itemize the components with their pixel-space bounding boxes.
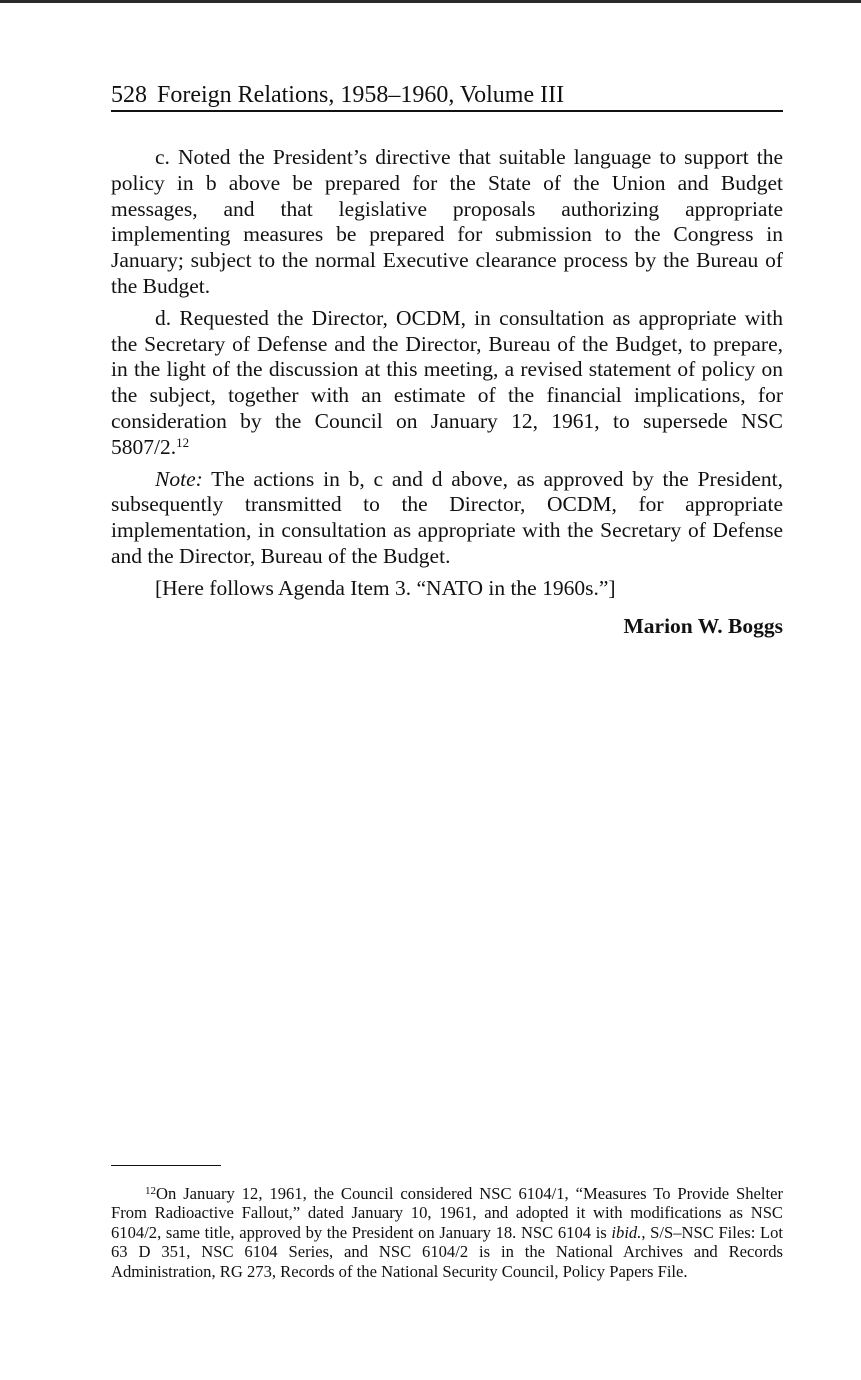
footnote bbox=[111, 1184, 783, 1281]
footnote-reference[interactable]: 12 bbox=[176, 434, 190, 450]
paragraph-d-text: d. Requested the Director, OCDM, in consultation as appropriate with the Secretary of Defense and the Director, Bureau of the Budget, to prepare, in the light of the discussion at this meeting, a revised statement of policy on the subject, together with an estimate of the financial implications, for consideration by the Council on January 12, 1961, to supersede NSC 5807/2. bbox=[111, 305, 783, 459]
footnote-paragraph bbox=[111, 1184, 783, 1281]
running-header bbox=[111, 80, 783, 110]
footnote-rule bbox=[111, 1165, 221, 1166]
footnote-number: 12 bbox=[145, 1185, 156, 1197]
footnote-text-2: , S/S–NSC Files: Lot 63 D 351, NSC 6104 Series, and NSC 6104/2 is in the National Archives and Records Administration, RG 273, Records of the National Security Council, Policy Papers File. bbox=[111, 1222, 784, 1281]
paragraph-d bbox=[111, 306, 783, 461]
main-text bbox=[111, 145, 783, 608]
footnote-text-1: On January 12, 1961, the Council considered NSC 6104/1, “Measures To Provide Shelter From Radioactive Fallout,” dated January 10, 1961, and adopted it with modifications as NSC 6104/2, same title, approved by the President on January 18. NSC 6104 is bbox=[111, 1184, 783, 1242]
signature: Marion W. Boggs bbox=[623, 614, 783, 638]
editorial-note: [Here follows Agenda Item 3. “NATO in the 1960s.”] bbox=[155, 575, 616, 600]
header-rule bbox=[111, 110, 783, 112]
running-title: Foreign Relations, 1958–1960, Volume III bbox=[157, 82, 565, 108]
paragraph-c: c. Noted the President’s directive that suitable language to support the policy in b above be prepared for the State of the Union and Budget messages, and that legislative proposals authorizing appropriate implementing measures be prepared for submission to the Congress in January; subject to the normal Executive clearance process by the Bureau of the Budget. bbox=[111, 145, 783, 298]
note-text: The actions in b, c and d above, as approved by the President, subsequently transmitted to the Director, OCDM, for appropriate implementation, in consultation as appropriate with the Secretary of Defense and the Director, Bureau of the Budget. bbox=[111, 466, 783, 568]
page-top-edge bbox=[0, 0, 861, 3]
page-number: 528 bbox=[111, 82, 147, 108]
footnote-ibid: ibid. bbox=[611, 1222, 642, 1242]
note-paragraph bbox=[111, 467, 783, 570]
note-label: Note: bbox=[155, 466, 203, 491]
